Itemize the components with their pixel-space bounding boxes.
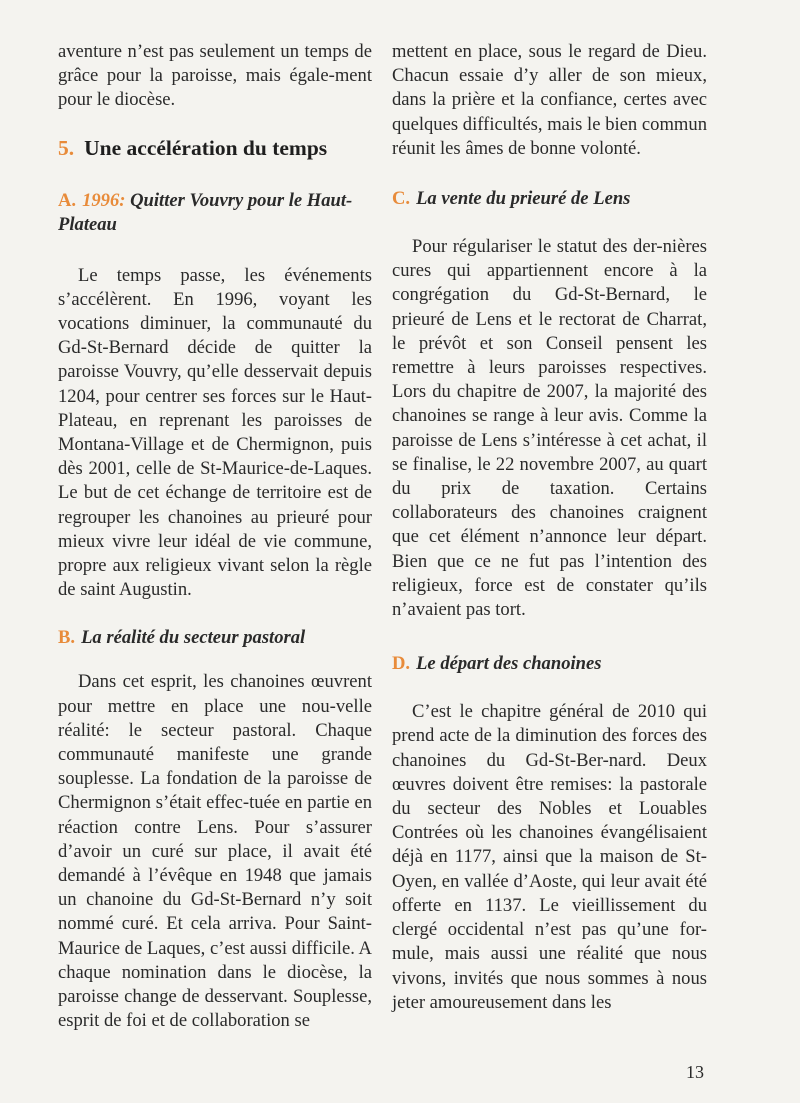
subsection-b-heading [58,626,372,650]
subsection-b-letter: B. [58,627,76,649]
section-number: 5. [58,135,75,160]
subsection-d-letter: D. [392,653,411,675]
right-column [392,40,707,1015]
intro-paragraph-left: aventure n’est pas seulement un temps de grâce pour la paroisse, mais égale-ment pour le diocèse. [58,41,372,111]
subsection-a-title: Quitter Vouvry pour le Haut-Plateau [58,189,353,235]
left-column [58,40,372,1034]
subsection-a-heading [58,189,372,237]
subsection-c-letter: C. [392,188,411,210]
page-number: 13 [686,1062,704,1082]
paragraph-a: Le temps passe, les événements s’accélèrent. En 1996, voyant les vocations diminuer, la communauté du Gd-St-Bernard décide de quitter la paroisse Vouvry, qu’elle desservait depuis 1204, pour centrer ses forces sur le Haut-Plateau, en reprenant les paroisses de Montana-Village et de Chermignon, puis dès 2001, celle de St-Maurice-de-Laques. Le but de cet échange de territoire est de regrouper les chanoines au prieuré pour mieux vivre leur idéal de vie commune, propre aux religieux vivant selon la règle de saint Augustin. [58,264,372,601]
subsection-a-letter: A. [58,189,77,211]
subsection-a-year: 1996: [82,189,126,211]
paragraph-b: Dans cet esprit, les chanoines œuvrent pour mettre en place une nou-velle réalité: le secteur pastoral. Chaque communauté manifeste une grande souplesse. La fondation de la paroisse de Chermignon s’était effec-tuée en partie en réaction contre Lens. Pour s’assurer d’avoir un curé sur place, il avait été demandé à l’évêque en 1948 que jamais un chanoine du Gd-St-Bernard n’y soit nommé curé. Et cela arriva. Pour Saint-Maurice de Laques, c’est aussi difficile. A chaque nomination dans le diocèse, la paroisse change de desservant. Souplesse, esprit de foi et de collaboration se [58,671,372,1032]
intro-paragraph-right: mettent en place, sous le regard de Dieu. Chacun essaie d’y aller de son mieux, dans la prière et la confiance, certes avec quelques difficultés, mais le bien commun réunit les âmes de bonne volonté. [392,41,707,159]
paragraph-d: C’est le chapitre général de 2010 qui prend acte de la diminution des forces des chanoines du Gd-St-Ber-nard. Deux œuvres doivent être remises: la pastorale du secteur des Nobles et Louables Contrées où les chanoines évangélisaient déjà en 1177, ainsi que la maison de St-Oyen, en vallée d’Aoste, qui leur avait été offerte en 1137. Le vieillissement du clergé occidental n’est pas qu’une for-mule, mais aussi une réalité que nous vivons, invités que nous sommes à nous jeter amoureusement dans les [392,701,707,1013]
paragraph-c: Pour régulariser le statut des der-nières cures qui appartiennent encore à la congrégation du Gd-St-Bernard, le prieuré de Lens et le rectorat de Charrat, le prévôt et son Conseil pensent les remettre à leurs paroisses respectives. Lors du chapitre de 2007, la majorité des chanoines se range à leur avis. Comme la paroisse de Lens s’intéresse à cet achat, il se finalise, le 22 novembre 2007, au quart du prix de taxation. Certains collaborateurs des chanoines craignent que cet élément n’annonce leur départ. Bien que ce ne fut pas l’intention des religieux, force est de constater qu’ils n’avaient pas tort. [392,236,707,621]
subsection-b-title: La réalité du secteur pastoral [81,627,306,649]
section-5-heading [58,135,372,161]
subsection-c-title: La vente du prieuré de Lens [416,188,631,210]
subsection-c-heading [392,187,707,211]
section-title: Une accélération du temps [84,135,328,160]
subsection-d-title: Le départ des chanoines [416,653,602,675]
subsection-d-heading [392,652,707,676]
